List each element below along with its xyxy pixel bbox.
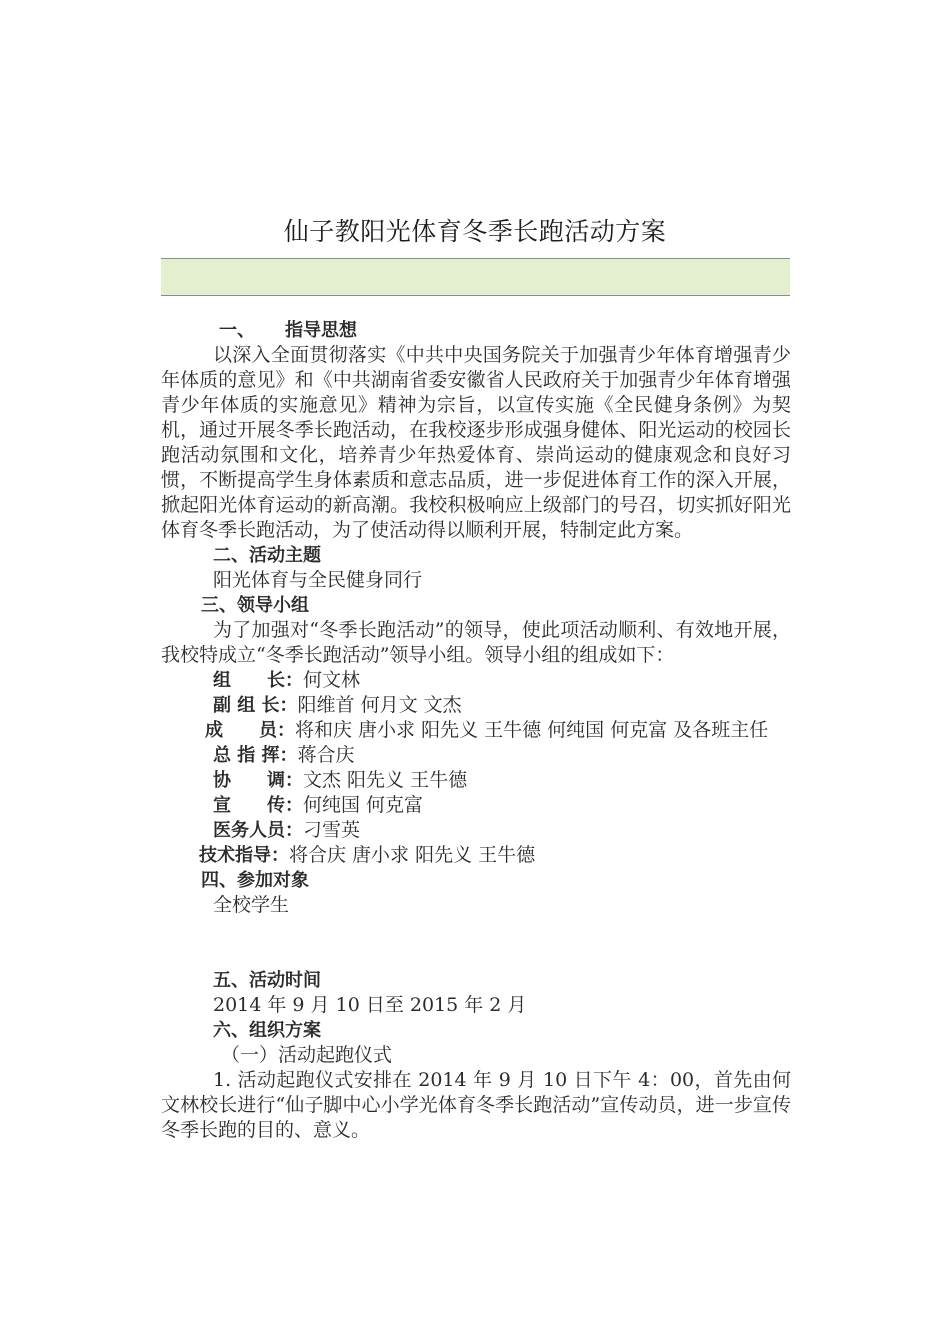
role-value: 刁雪英 [303, 819, 361, 841]
organization-paragraph: 1. 活动起跑仪式安排在 2014 年 9 月 10 日下午 4：00，首先由何文林校长进行“仙子脚中心小学光体育冬季长跑活动”宣传动员，进一步宣传冬季长跑的目的、意义。 [161, 1069, 791, 1141]
role-label: 医务人员： [213, 820, 303, 841]
section-number: 一、 [219, 320, 255, 341]
leader-row [161, 668, 791, 693]
role-label: 成 员： [205, 720, 295, 741]
role-value: 将和庆 唐小求 阳先义 王牛德 何纯国 何克富 及各班主任 [295, 719, 769, 741]
document-body [161, 318, 791, 1143]
leadership-paragraph: 为了加强对“冬季长跑活动”的领导，使此项活动顺利、有效地开展，我校特成立“冬季长跑活动”领导小组。领导小组的组成如下： [161, 619, 791, 666]
title-banner [161, 258, 790, 296]
members-row [161, 718, 791, 743]
technical-row [161, 843, 791, 868]
role-label: 总 指 挥： [213, 745, 298, 766]
section-title: 指导思想 [285, 320, 357, 341]
section-heading-theme: 二、活动主题 [213, 545, 321, 566]
role-value: 何纯国 何克富 [303, 794, 424, 816]
time-text: 2014 年 9 月 10 日至 2015 年 2 月 [213, 994, 527, 1016]
section-heading-leadership: 三、领导小组 [201, 595, 309, 616]
section-heading-organization: 六、组织方案 [213, 1020, 321, 1041]
role-value: 何文林 [303, 669, 361, 691]
commander-row [161, 743, 791, 768]
deputy-row [161, 693, 791, 718]
role-label: 副 组 长： [213, 695, 298, 716]
role-value: 阳维首 何月文 文杰 [297, 694, 462, 716]
role-value: 蒋合庆 [297, 744, 355, 766]
coordinator-row [161, 768, 791, 793]
publicity-row [161, 793, 791, 818]
role-label: 技术指导： [199, 845, 289, 866]
role-value: 文杰 阳先义 王牛德 [303, 769, 468, 791]
role-label: 组 长： [213, 670, 303, 691]
role-label: 协 调： [213, 770, 303, 791]
document-title: 仙子教阳光体育冬季长跑活动方案 [283, 217, 667, 246]
section-heading-guiding-thought [161, 318, 791, 343]
participants-text: 全校学生 [213, 894, 290, 916]
role-label: 宣 传： [213, 795, 303, 816]
section-heading-participants: 四、参加对象 [201, 870, 309, 891]
section-heading-time: 五、活动时间 [213, 970, 321, 991]
role-value: 将合庆 唐小求 阳先义 王牛德 [289, 844, 536, 866]
guiding-thought-paragraph: 以深入全面贯彻落实《中共中央国务院关于加强青少年体育增强青少年体质的意见》和《中共湖南省委安徽省人民政府关于加强青少年体育增强青少年体质的实施意见》精神为宗旨，以宣传实施《全民健身条例》为契机，通过开展冬季长跑活动，在我校逐步形成强身健体、阳光运动的校园长跑活动氛围和文化，培养青少年热爱体育、崇尚运动的健康观念和良好习惯，不断提高学生身体素质和意志品质，进一步促进体育工作的深入开展，掀起阳光体育运动的新高潮。我校积极响应上级部门的号召，切实抓好阳光体育冬季长跑活动，为了使活动得以顺利开展，特制定此方案。 [161, 344, 791, 541]
theme-text: 阳光体育与全民健身同行 [213, 569, 423, 591]
blank-space [161, 918, 791, 968]
medical-row [161, 818, 791, 843]
subsection-heading: （一）活动起跑仪式 [221, 1044, 393, 1066]
